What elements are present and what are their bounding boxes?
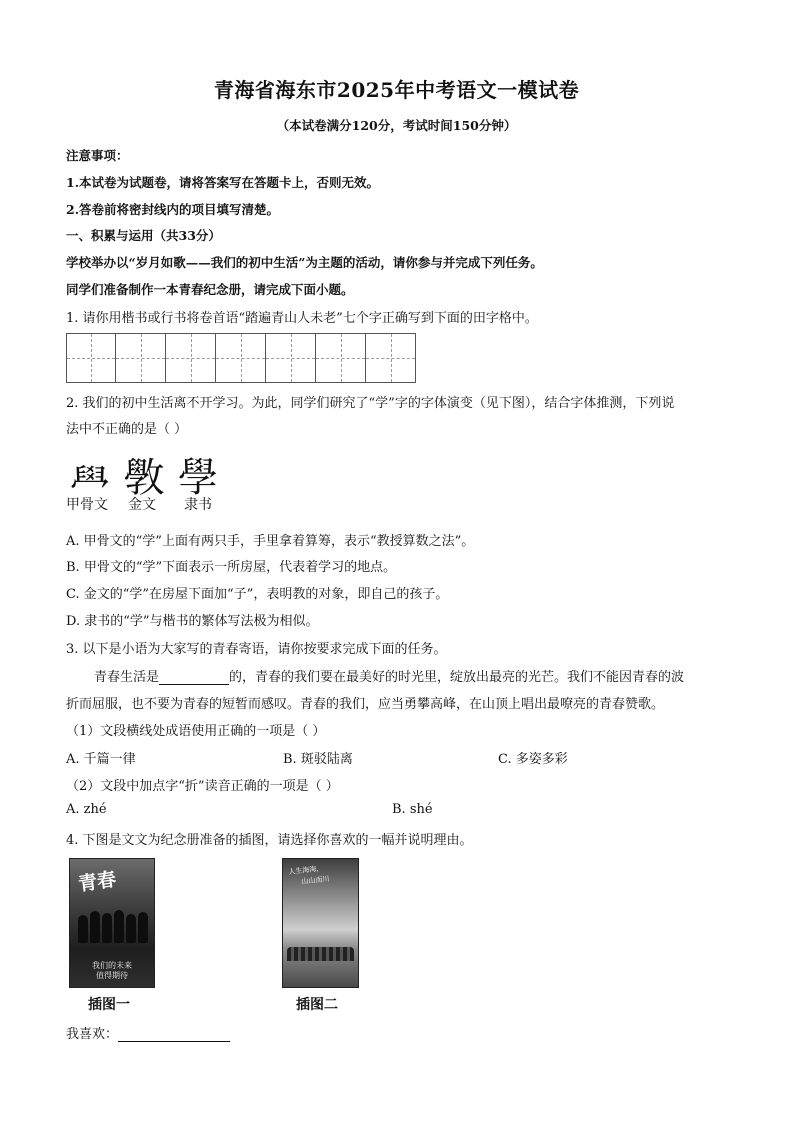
sub2-option-a: A. zhé [66,802,107,817]
passage-rest: 的，青春的我们要在最美好的时光里，绽放出最亮的光芒。我们不能因青春的波 [229,670,685,685]
illustration-one [69,858,155,988]
glyph-label: 金文 [128,497,156,513]
passage-line: 折而屈服，也不要为青春的短暂而感叹。青春的我们，应当勇攀高峰，在山顶上唱出最嘹亮的青春赞歌。 [66,697,665,712]
notes-heading: 注意事项： [66,148,129,163]
fill-blank[interactable] [159,671,229,685]
answer-blank[interactable] [118,1028,230,1042]
oracle-glyph: 𦥯 [70,455,110,501]
sub2-option-b: B. shé [392,802,433,817]
sub1-option-b: B. 斑驳陆离 [283,752,353,767]
illustration-one-caption [70,961,154,981]
subquestion-1: （1）文段横线处成语使用正确的一项是（ ） [66,724,326,739]
passage-line [94,666,684,685]
section-intro: 同学们准备制作一本青春纪念册，请完成下面小题。 [66,282,354,297]
subquestion-2: （2）文段中加点字“折”读音正确的一项是（ ） [66,779,339,794]
sub1-option-a: A. 千篇一律 [66,752,136,767]
section-intro: 学校举办以“岁月如歌——我们的初中生活”为主题的活动，请你参与并完成下列任务。 [66,255,543,270]
clerical-glyph: 學 [178,455,218,501]
option-b: B. 甲骨文的“学”下面表示一所房屋，代表着学习的地点。 [66,560,397,575]
caption-line: 山山而川 [301,874,330,886]
silhouette-group [76,909,148,943]
tianzige-cell[interactable] [116,333,166,383]
glyph-evolution-figure [66,446,236,522]
question-1: 1. 请你用楷书或行书将卷首语“踏遍青山人未老”七个字正确写到下面的田字格中。 [66,311,538,326]
note-item: 1.本试卷为试题卷，请将答案写在答题卡上，否则无效。 [66,175,380,190]
question-4: 4. 下图是文文为纪念册准备的插图，请选择你喜欢的一幅并说明理由。 [66,833,473,848]
tianzige-cell[interactable] [316,333,366,383]
caption-line: 值得期待 [96,971,128,980]
caption-line: 人生海海， [288,864,324,877]
crowd-silhouette [287,947,354,961]
tianzige-grid [66,333,416,383]
sub1-option-c: C. 多姿多彩 [498,752,568,767]
passage-start: 青春生活是 [94,670,160,685]
answer-line [66,1023,230,1042]
caption-line: 我们的未来 [92,961,132,970]
question-2-cont: 法中不正确的是（ ） [66,422,188,437]
illustration-two-caption [288,863,330,889]
option-a: A. 甲骨文的“学”上面有两只手，手里拿着算筹，表示“教授算数之法”。 [66,534,475,549]
tianzige-cell[interactable] [166,333,216,383]
bronze-glyph: 斆 [124,455,164,501]
note-item: 2.答卷前将密封线内的项目填写清楚。 [66,202,280,217]
page-subtitle: （本试卷满分120分，考试时间150分钟） [276,118,517,133]
illustration-two-label: 插图二 [296,997,338,1013]
section-heading: 一、积累与运用（共33分） [66,228,221,243]
tianzige-cell[interactable] [266,333,316,383]
page-title: 青海省海东市2025年中考语文一模试卷 [213,78,580,102]
option-d: D. 隶书的“学”与楷书的繁体写法极为相似。 [66,614,319,629]
illustration-one-title: 青春 [76,868,118,896]
glyph-label: 甲骨文 [66,497,108,513]
glyph-label: 隶书 [184,497,212,513]
tianzige-cell[interactable] [66,333,116,383]
illustration-two [282,858,359,988]
option-c: C. 金文的“学”在房屋下面加“子”，表明教的对象，即自己的孩子。 [66,587,449,602]
question-3: 3. 以下是小语为大家写的青春寄语，请你按要求完成下面的任务。 [66,642,447,657]
tianzige-cell[interactable] [216,333,266,383]
illustration-one-label: 插图一 [88,997,130,1013]
tianzige-cell[interactable] [366,333,416,383]
answer-label: 我喜欢： [66,1027,119,1042]
question-2: 2. 我们的初中生活离不开学习。为此，同学们研究了“学”字的字体演变（见下图），结合字体推测，下列说 [66,396,675,411]
